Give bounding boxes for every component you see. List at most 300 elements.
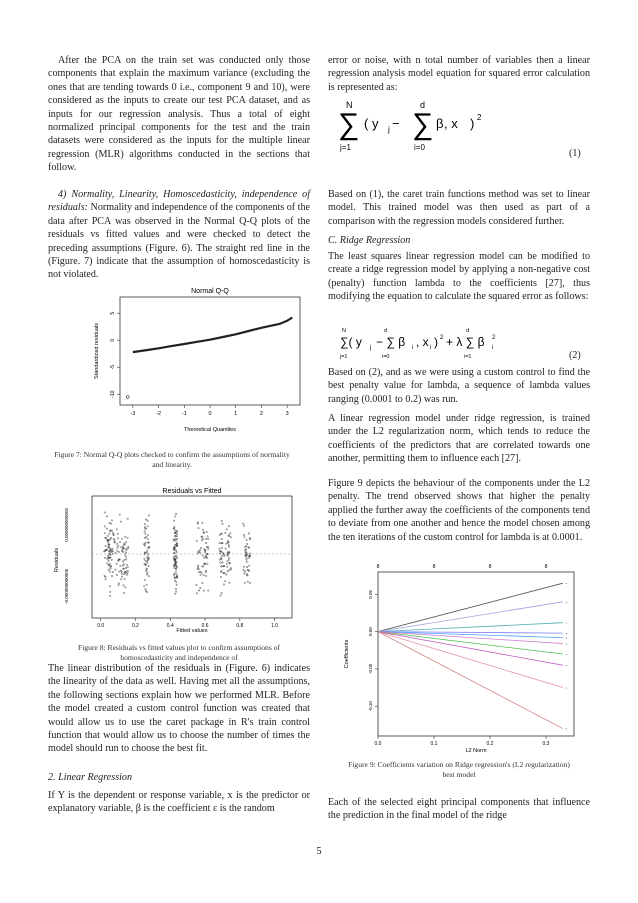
svg-text:2: 2	[492, 335, 496, 341]
rvf-point	[220, 576, 221, 577]
rvf-point	[110, 568, 111, 569]
svg-text:, x: , x	[416, 335, 429, 349]
rvf-point	[123, 592, 124, 593]
rvf-point	[249, 570, 250, 571]
rvf-point	[220, 595, 221, 596]
subheading-assumptions: 4) Normality, Linearity, Homoscedasticity, independence of residuals:	[48, 189, 310, 214]
rvf-point	[147, 556, 148, 557]
rvf-point	[206, 546, 207, 547]
rvf-point	[207, 563, 208, 564]
rvf-point	[146, 552, 147, 553]
svg-text:+ λ ∑ β: + λ ∑ β	[446, 335, 485, 349]
rvf-point	[227, 566, 228, 567]
rvf-point	[117, 543, 118, 544]
ridge-top-tick-label: 8	[432, 564, 436, 570]
rvf-point	[221, 547, 222, 548]
rvf-point	[107, 535, 108, 536]
rvf-point	[174, 580, 175, 581]
equation-1-number: (1)	[569, 148, 581, 159]
rvf-point	[116, 529, 117, 530]
rvf-point	[206, 555, 207, 556]
rvf-point	[202, 538, 203, 539]
qq-xtick-label: -1	[181, 411, 187, 417]
ridge-path-end-marker: •	[565, 621, 568, 626]
rvf-point	[111, 530, 112, 531]
rvf-point	[147, 535, 148, 536]
ridge-coefficient-path	[378, 632, 563, 729]
rvf-point	[117, 538, 118, 539]
rvf-point	[146, 584, 147, 585]
rvf-point	[104, 526, 105, 527]
rvf-point	[148, 576, 149, 577]
subheading-ridge-regression: C. Ridge Regression	[328, 235, 411, 246]
rvf-point	[123, 574, 124, 575]
rvf-point	[200, 552, 201, 553]
rvf-ytick-top: 0.000000000005	[64, 508, 69, 542]
rvf-point	[246, 561, 247, 562]
rvf-point	[219, 548, 220, 549]
svg-text:∑( y: ∑( y	[340, 335, 362, 349]
rvf-title: Residuals vs Fitted	[162, 488, 222, 495]
rvf-point	[121, 573, 122, 574]
rvf-point	[125, 544, 126, 545]
rvf-point	[243, 525, 244, 526]
rvf-point	[198, 572, 199, 573]
rvf-point	[125, 587, 126, 588]
rvf-point	[126, 542, 127, 543]
rvf-point	[244, 582, 245, 583]
rvf-point	[221, 520, 222, 521]
rvf-point	[126, 548, 127, 549]
rvf-point	[145, 533, 146, 534]
ridge-path-end-marker: •	[565, 631, 568, 636]
svg-text:∑: ∑	[338, 108, 360, 141]
equation-2	[340, 324, 570, 360]
rvf-point	[224, 581, 225, 582]
rvf-point	[176, 582, 177, 583]
svg-text:i: i	[412, 345, 414, 351]
rvf-point	[147, 548, 148, 549]
rvf-point	[119, 571, 120, 572]
svg-text:N: N	[346, 100, 353, 110]
rvf-point	[196, 593, 197, 594]
paragraph-lambda-sequence: Based on (2), and as we were using a custom control to find the best penalty value for lambda, a sequence of lambda values ranging (0.0001 to 0.2) was run.	[328, 367, 590, 405]
rvf-point	[109, 522, 110, 523]
rvf-point	[205, 570, 206, 571]
rvf-point	[203, 574, 204, 575]
rvf-point	[201, 540, 202, 541]
rvf-point	[109, 586, 110, 587]
figure-8-caption: Figure 8: Residuals vs fitted values plot to confirm assumptions of homoscedasticity and independence of	[77, 643, 281, 662]
ridge-plot-frame	[378, 572, 574, 736]
rvf-point	[124, 554, 125, 555]
rvf-point	[111, 523, 112, 524]
rvf-point	[126, 559, 127, 560]
ridge-path-end-marker: •	[565, 663, 568, 668]
qq-xtick-label: -3	[130, 411, 136, 417]
svg-text:d: d	[466, 328, 470, 334]
rvf-point	[208, 590, 209, 591]
rvf-point	[105, 545, 106, 546]
rvf-ylabel: Residuals	[54, 547, 60, 573]
rvf-point	[122, 561, 123, 562]
rvf-point	[220, 557, 221, 558]
rvf-point	[119, 541, 120, 542]
rvf-xtick-label: 1.0	[271, 623, 279, 629]
rvf-point	[222, 523, 223, 524]
paragraph-caret-linear: Based on (1), the caret train functions method was set to linear model. This trained model was then used as part of a comparison with the regression models considered further.	[328, 189, 590, 227]
rvf-point	[123, 551, 124, 552]
qq-xtick-label: 1	[234, 411, 238, 417]
rvf-point	[125, 552, 126, 553]
rvf-point	[115, 569, 116, 570]
rvf-point	[196, 540, 197, 541]
rvf-point	[248, 546, 249, 547]
rvf-point	[246, 573, 247, 574]
rvf-point	[175, 530, 176, 531]
rvf-point	[222, 552, 223, 553]
paragraph-assumptions	[48, 188, 310, 282]
rvf-point	[203, 590, 204, 591]
ridge-ytick-label: 0.00	[368, 627, 373, 637]
rvf-point	[226, 543, 227, 544]
svg-text:i=0: i=0	[414, 143, 425, 152]
subheading-linear-regression: 2. Linear Regression	[48, 772, 133, 783]
svg-text:2: 2	[477, 113, 482, 122]
rvf-point	[146, 592, 147, 593]
rvf-point	[175, 593, 176, 594]
svg-text:i=0: i=0	[382, 354, 390, 360]
rvf-point	[123, 585, 124, 586]
rvf-point	[145, 560, 146, 561]
rvf-point	[200, 571, 201, 572]
svg-text:β: β	[436, 116, 444, 131]
rvf-point	[119, 514, 120, 515]
rvf-point	[113, 532, 114, 533]
rvf-point	[244, 571, 245, 572]
rvf-point	[127, 573, 128, 574]
svg-text:j: j	[388, 125, 390, 134]
rvf-point	[118, 551, 119, 552]
rvf-point	[175, 539, 176, 540]
svg-text:): )	[470, 116, 475, 131]
rvf-point	[125, 567, 126, 568]
rvf-point	[205, 542, 206, 543]
equation-2-number: (2)	[569, 350, 581, 361]
svg-text:d: d	[420, 100, 426, 110]
rvf-point	[116, 563, 117, 564]
paragraph-mlr-intro: The linear distribution of the residuals in (Figure. 6) indicates the linearity of the data as well. Having met all the assumptions, the following sections explain how we performed MLR. Before the model created a custom control function was created that would allow us to use the caret package in R's train control function that would allow us to choose the number of times the model should run to choose the best fit.	[48, 663, 310, 755]
rvf-point	[147, 572, 148, 573]
rvf-point	[115, 552, 116, 553]
rvf-point	[221, 538, 222, 539]
rvf-point	[225, 532, 226, 533]
rvf-point	[225, 548, 226, 549]
svg-text:i=1: i=1	[464, 354, 472, 360]
rvf-point	[105, 579, 106, 580]
rvf-point	[108, 560, 109, 561]
rvf-point	[221, 542, 222, 543]
rvf-point	[144, 531, 145, 532]
rvf-point	[118, 545, 119, 546]
svg-text:): )	[434, 335, 438, 349]
ridge-xlabel: L2 Norm	[465, 748, 487, 754]
rvf-point	[121, 576, 122, 577]
ridge-path-end-marker: •	[565, 727, 568, 732]
paragraph-error-intro: error or noise, with n total number of variables then a linear regression analysis model equation for squared error calculation is represented as:	[328, 55, 590, 93]
rvf-point	[207, 558, 208, 559]
rvf-point	[117, 533, 118, 534]
qq-ylabel: Standardized residuals	[94, 323, 100, 379]
ridge-top-tick-label: 8	[488, 564, 492, 570]
svg-text:d: d	[384, 328, 388, 334]
ridge-path-end-marker: •	[565, 652, 568, 657]
rvf-point	[200, 587, 201, 588]
assumptions-text: Normality and independence of the components of the data after PCA was observed in the Normal Q-Q plots of the residuals vs fitted values and were checked to detect the preceding assumptions (Figure. 6). The straight red line in the (Figure. 7) indicate that the assumption of homoscedasticity is not violated.	[48, 202, 311, 281]
svg-text:j=1: j=1	[340, 143, 351, 152]
rvf-point	[228, 557, 229, 558]
rvf-point	[176, 551, 177, 552]
rvf-point	[109, 571, 110, 572]
rvf-point	[104, 512, 105, 513]
ridge-path-end-marker: •	[565, 636, 568, 641]
rvf-point	[127, 570, 128, 571]
rvf-point	[176, 584, 177, 585]
rvf-point	[121, 538, 122, 539]
rvf-point	[175, 571, 176, 572]
svg-text:− ∑ β: − ∑ β	[376, 335, 406, 349]
ridge-top-tick-label: 8	[376, 564, 380, 570]
rvf-point	[220, 562, 221, 563]
paragraph-ridge-definition: The least squares linear regression model can be modified to create a ridge regression model by applying a non-negative cost (penalty) function lambda to the coefficients [27], thus modifying the equation to calculate the squared error as follows:	[328, 251, 590, 303]
rvf-xtick-label: 0.4	[166, 623, 174, 629]
rvf-point	[147, 520, 148, 521]
rvf-point	[202, 555, 203, 556]
rvf-point	[124, 559, 125, 560]
rvf-point	[221, 555, 222, 556]
svg-text:N: N	[342, 328, 346, 334]
rvf-point	[243, 534, 244, 535]
ridge-path-end-marker: •	[565, 642, 568, 647]
svg-text:j: j	[370, 345, 372, 351]
rvf-point	[146, 550, 147, 551]
rvf-point	[202, 582, 203, 583]
rvf-point	[145, 590, 146, 591]
rvf-point	[198, 528, 199, 529]
paragraph-variables: If Y is the dependent or response variable, x is the predictor or explanatory variable, β is the coefficient ε is the random	[48, 790, 310, 815]
ridge-ytick-label: -0.05	[368, 663, 373, 675]
rvf-point	[146, 536, 147, 537]
qq-title: Normal Q-Q	[191, 288, 229, 295]
ridge-coefficient-path	[378, 632, 563, 688]
rvf-point	[110, 591, 111, 592]
svg-text:, x: , x	[444, 116, 458, 131]
rvf-point	[126, 556, 127, 557]
rvf-point	[228, 559, 229, 560]
rvf-point	[120, 565, 121, 566]
rvf-point	[219, 559, 220, 560]
rvf-point	[230, 533, 231, 534]
rvf-xtick-label: 0.0	[97, 623, 105, 629]
rvf-point	[175, 516, 176, 517]
rvf-point	[175, 591, 176, 592]
rvf-point	[127, 518, 128, 519]
rvf-point	[246, 545, 247, 546]
rvf-point	[147, 538, 148, 539]
figure-7-caption: Figure 7: Normal Q-Q plots checked to confirm the assumptions of normality and linearity.	[54, 450, 290, 469]
rvf-point	[246, 557, 247, 558]
rvf-point	[228, 526, 229, 527]
rvf-point	[174, 545, 175, 546]
rvf-point	[174, 573, 175, 574]
rvf-point	[226, 574, 227, 575]
qq-xtick-label: 3	[285, 411, 289, 417]
rvf-point	[111, 559, 112, 560]
ridge-ytick-label: 0.05	[368, 589, 373, 599]
rvf-xtick-label: 0.8	[236, 623, 244, 629]
rvf-ytick-bottom: -0.000000000005	[64, 568, 69, 604]
rvf-point	[227, 560, 228, 561]
rvf-point	[123, 564, 124, 565]
rvf-point	[206, 575, 207, 576]
qq-ytick-label: -5	[110, 364, 116, 370]
rvf-point	[120, 521, 121, 522]
rvf-point	[126, 574, 127, 575]
rvf-point	[207, 536, 208, 537]
rvf-point	[227, 571, 228, 572]
rvf-point	[117, 550, 118, 551]
rvf-point	[144, 537, 145, 538]
rvf-point	[222, 562, 223, 563]
qq-points	[133, 318, 292, 353]
rvf-point	[111, 520, 112, 521]
rvf-point	[174, 567, 175, 568]
ridge-xtick-label: 0.0	[374, 741, 382, 747]
rvf-point	[176, 530, 177, 531]
rvf-point	[243, 569, 244, 570]
ridge-top-tick-label: 8	[544, 564, 548, 570]
rvf-point	[121, 547, 122, 548]
rvf-point	[201, 536, 202, 537]
rvf-point	[175, 513, 176, 514]
rvf-point	[110, 595, 111, 596]
rvf-point	[113, 538, 114, 539]
rvf-point	[144, 586, 145, 587]
rvf-point	[243, 523, 244, 524]
rvf-point	[245, 547, 246, 548]
rvf-point	[206, 531, 207, 532]
page-number: 5	[316, 846, 322, 857]
rvf-point	[144, 558, 145, 559]
rvf-point	[147, 562, 148, 563]
rvf-point	[107, 563, 108, 564]
rvf-point	[224, 555, 225, 556]
qq-xtick-label: -2	[156, 411, 162, 417]
svg-text:i: i	[430, 345, 432, 351]
rvf-point	[208, 548, 209, 549]
rvf-point	[128, 546, 129, 547]
qq-ytick-label: -10	[110, 390, 116, 398]
paragraph-figure9-discussion: Figure 9 depicts the behaviour of the components under the L2 penalty. The trend observed shows that higher the penalty applied the further away the coefficients of the components tend to deviate from one another and hence the model chosen among the ten iterations of the custom control for lambda is at 0.0001.	[328, 478, 590, 543]
rvf-point	[205, 572, 206, 573]
rvf-point	[246, 559, 247, 560]
rvf-point	[175, 588, 176, 589]
rvf-point	[117, 547, 118, 548]
rvf-point	[230, 537, 231, 538]
rvf-point	[112, 571, 113, 572]
rvf-point	[203, 557, 204, 558]
rvf-point	[249, 565, 250, 566]
rvf-point	[118, 584, 119, 585]
rvf-point	[108, 569, 109, 570]
figure-9-ridge-coefficients	[338, 558, 588, 754]
rvf-point	[176, 538, 177, 539]
rvf-point	[204, 552, 205, 553]
rvf-point	[176, 574, 177, 575]
rvf-point	[111, 575, 112, 576]
rvf-point	[146, 519, 147, 520]
rvf-point	[248, 533, 249, 534]
rvf-point	[197, 566, 198, 567]
rvf-point	[126, 550, 127, 551]
rvf-point	[176, 536, 177, 537]
rvf-point	[243, 566, 244, 567]
rvf-point	[146, 571, 147, 572]
rvf-xlabel: Fitted values	[176, 628, 208, 634]
rvf-xtick-label: 0.6	[201, 623, 209, 629]
qq-xtick-label: 0	[208, 411, 212, 417]
rvf-point	[126, 571, 127, 572]
rvf-point	[106, 528, 107, 529]
rvf-point	[106, 516, 107, 517]
rvf-point	[208, 547, 209, 548]
rvf-point	[202, 529, 203, 530]
rvf-point	[123, 545, 124, 546]
rvf-xtick-label: 0.2	[132, 623, 139, 629]
svg-text:i: i	[492, 345, 494, 351]
qq-ytick-label: 5	[110, 311, 116, 315]
ridge-coefficient-path	[378, 632, 563, 644]
ridge-xtick-label: 0.1	[430, 741, 438, 747]
ridge-path-end-marker: •	[565, 600, 568, 605]
rvf-point	[127, 548, 128, 549]
qq-xtick-label: 2	[259, 411, 263, 417]
svg-text:2: 2	[440, 335, 444, 341]
paragraph-pca-inputs: After the PCA on the train set was conducted only those components that explain the maximum variance (excluding the ones that are tending towards 0 i.e., component 9 and 10), were considered as the inputs to create our test PCA dataset, and as inputs for our regression analysis. Thus a total of eight normalized principal components for the test and the train datasets were considered as the inputs for the multiple linear regression (MLR) algorithms conducted in the sections that follow.	[48, 55, 310, 174]
svg-text:−: −	[392, 116, 400, 131]
rvf-point	[202, 522, 203, 523]
rvf-point	[104, 557, 105, 558]
rvf-point	[244, 573, 245, 574]
rvf-point	[145, 542, 146, 543]
rvf-point	[104, 575, 105, 576]
rvf-point	[110, 554, 111, 555]
rvf-point	[124, 578, 125, 579]
ridge-xtick-label: 0.2	[486, 741, 494, 747]
figure-8-residuals-plot	[48, 484, 310, 636]
rvf-point	[173, 520, 174, 521]
rvf-point	[246, 539, 247, 540]
qq-ytick-label: 0	[110, 338, 116, 342]
ridge-xtick-label: 0.3	[542, 741, 550, 747]
equation-1	[338, 96, 498, 154]
rvf-point	[228, 544, 229, 545]
rvf-point	[176, 534, 177, 535]
rvf-point	[219, 542, 220, 543]
rvf-point	[127, 537, 128, 538]
figure-7-qq-plot	[76, 283, 316, 441]
rvf-point	[121, 571, 122, 572]
